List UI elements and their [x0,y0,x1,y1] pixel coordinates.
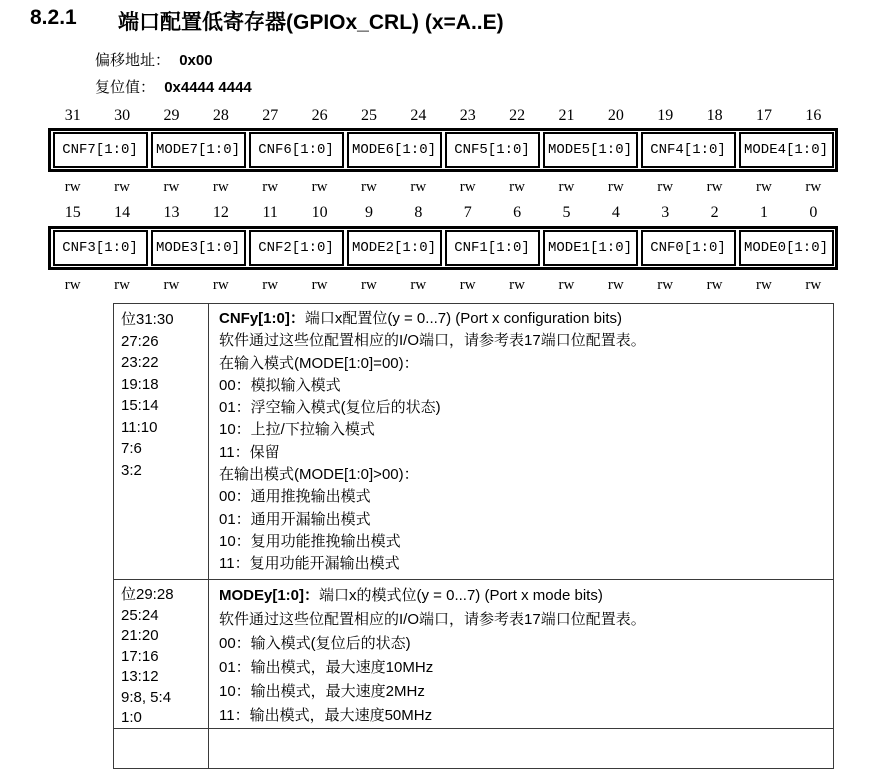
access-label: rw [459,179,476,195]
access-label: rw [607,277,624,293]
field-summary: 端口x的模式位(y = 0...7) (Port x mode bits) [319,587,603,604]
bit-number: 17 [755,107,772,124]
access-label: rw [805,277,822,293]
access-label: rw [114,277,130,293]
description-row-clipped [113,729,834,769]
register-field-cell: MODE2[1:0] [347,230,442,266]
bit-range: 17:16 [121,647,159,665]
bit-number: 7 [463,204,472,221]
bit-number: 0 [809,204,818,221]
access-label: rw [657,277,674,293]
offset-address-label: 偏移地址： [95,53,171,69]
register-field-cell: CNF1[1:0] [445,230,540,266]
bit-numbers-row-low [48,203,838,222]
bit-ranges-column [113,729,209,768]
description-line: 10：复用功能推挽输出模式 [219,532,401,550]
access-label: rw [558,277,575,293]
description-line: 软件通过这些位配置相应的I/O端口，请参考表17端口位配置表。 [219,332,646,350]
description-line: 软件通过这些位配置相应的I/O端口，请参考表17端口位配置表。 [219,611,646,629]
register-field-cell: CNF3[1:0] [53,230,148,266]
bit-number: 30 [114,107,131,124]
register-field-cell: CNF0[1:0] [641,230,736,266]
field-title-line [219,584,825,608]
access-label: rw [410,277,427,293]
description-column [209,729,834,768]
bit-number: 22 [509,107,526,124]
description-column [209,580,834,728]
bit-number: 2 [710,204,719,221]
bit-number: 31 [64,107,81,124]
access-label: rw [706,277,723,293]
bit-range: 11:10 [121,418,158,436]
access-label: rw [410,179,427,195]
register-field-cell: MODE0[1:0] [739,230,834,266]
register-fields-row-low [48,226,838,270]
bit-number: 18 [706,107,723,124]
access-label: rw [361,179,377,195]
description-line: 01：浮空输入模式(复位后的状态) [219,399,441,417]
bit-range: 3:2 [121,461,142,479]
field-description-lines [219,608,825,728]
access-label: rw [459,277,476,293]
section-number: 8.2.1 [30,6,77,29]
bit-number: 28 [212,107,229,124]
description-line: 在输出模式(MODE[1:0]>00)： [219,466,419,484]
access-label: rw [64,277,81,293]
field-name: CNFy[1:0]： [219,310,305,327]
access-label: rw [212,277,229,293]
bit-number: 19 [657,107,674,124]
field-name: MODEy[1:0]： [219,587,320,604]
access-label: rw [756,277,772,293]
register-field-cell: MODE4[1:0] [739,132,834,168]
bit-number: 3 [661,204,670,221]
section-heading [30,6,504,36]
register-field-cell: MODE1[1:0] [543,230,638,266]
bit-range: 位31:30 [121,311,174,328]
offset-address-line [95,49,213,70]
access-label: rw [64,179,81,195]
register-field-cell: CNF5[1:0] [445,132,540,168]
field-title-line [219,308,825,330]
register-field-cell: MODE5[1:0] [543,132,638,168]
bit-number: 23 [459,107,476,124]
access-label: rw [163,277,180,293]
bit-range: 23:22 [121,354,159,371]
access-label: rw [262,277,279,293]
access-label: rw [262,179,279,195]
bit-number: 24 [410,107,427,124]
description-row-mode [113,580,834,729]
description-line: 10：上拉/下拉输入模式 [219,421,375,439]
access-label: rw [657,179,674,195]
access-label: rw [361,277,377,293]
bit-number: 4 [611,204,620,221]
bit-number: 21 [558,107,575,124]
access-row-high [48,179,838,196]
bit-ranges-column [113,304,209,579]
register-field-cell: MODE3[1:0] [151,230,246,266]
bit-range: 13:12 [121,668,159,685]
reset-value-label: 复位值： [95,80,156,96]
access-label: rw [607,179,624,195]
bit-ranges-column [113,580,209,728]
field-summary: 端口x配置位(y = 0...7) (Port x configuration bits) [304,310,623,327]
bit-range: 9:8, 5:4 [121,688,172,706]
bit-number: 16 [805,107,822,124]
bit-description-table [113,303,834,769]
bit-number: 10 [311,204,328,221]
bit-range: 19:18 [121,375,159,393]
access-row-low [48,277,838,294]
register-field-cell: CNF2[1:0] [249,230,344,266]
bit-number: 1 [759,204,768,221]
bit-number: 26 [311,107,328,124]
access-label: rw [311,179,328,195]
bit-range: 1:0 [121,709,142,726]
bit-number: 5 [562,204,571,221]
bit-number: 9 [364,204,373,221]
bit-number: 29 [163,107,180,124]
page-title: 端口配置低寄存器(GPIOx_CRL) (x=A..E) [118,11,504,34]
bit-numbers-row-high [48,106,838,125]
bit-number: 20 [607,107,624,124]
description-line: 在输入模式(MODE[1:0]=00)： [219,354,419,372]
access-label: rw [509,277,525,293]
reset-value-line [95,76,252,97]
access-label: rw [212,179,229,195]
description-line: 10：输出模式，最大速度2MHz [219,683,425,701]
bit-number: 25 [360,107,377,124]
access-label: rw [163,179,180,195]
bit-number: 11 [262,204,278,221]
bit-range: 25:24 [121,606,159,624]
access-label: rw [706,179,723,195]
bit-range: 21:20 [121,627,159,644]
register-field-cell: CNF7[1:0] [53,132,148,168]
reset-value-value: 0x4444 4444 [164,79,252,96]
register-field-cell: CNF4[1:0] [641,132,736,168]
description-line: 01：输出模式，最大速度10MHz [219,659,434,677]
access-label: rw [756,179,772,195]
bit-number: 27 [262,107,279,124]
register-field-cell: CNF6[1:0] [249,132,344,168]
bit-number: 13 [163,204,180,221]
description-line: 11：输出模式，最大速度50MHz [219,707,433,725]
access-label: rw [509,179,525,195]
access-label: rw [805,179,822,195]
bit-range: 位29:28 [121,586,174,603]
offset-address-value: 0x00 [179,52,213,69]
bit-range: 7:6 [121,440,142,457]
access-label: rw [558,179,575,195]
description-line: 11：复用功能开漏输出模式 [219,555,400,573]
access-label: rw [311,277,328,293]
description-line: 00：输入模式(复位后的状态) [219,635,411,653]
description-line: 01：通用开漏输出模式 [219,510,371,528]
description-column [209,304,834,579]
description-line: 00：模拟输入模式 [219,376,341,394]
bit-number: 6 [513,204,522,221]
description-row-cnf [113,304,834,580]
field-description-lines [219,330,825,575]
bit-number: 15 [64,204,81,221]
register-fields-row-high [48,128,838,172]
bit-range: 15:14 [121,397,159,414]
register-field-cell: MODE6[1:0] [347,132,442,168]
bit-range: 27:26 [121,332,159,350]
register-field-cell: MODE7[1:0] [151,132,246,168]
description-line: 00：通用推挽输出模式 [219,488,371,506]
bit-number: 8 [414,204,423,221]
bit-number: 12 [212,204,229,221]
description-line: 11：保留 [219,443,280,461]
access-label: rw [114,179,130,195]
bit-number: 14 [114,204,131,221]
